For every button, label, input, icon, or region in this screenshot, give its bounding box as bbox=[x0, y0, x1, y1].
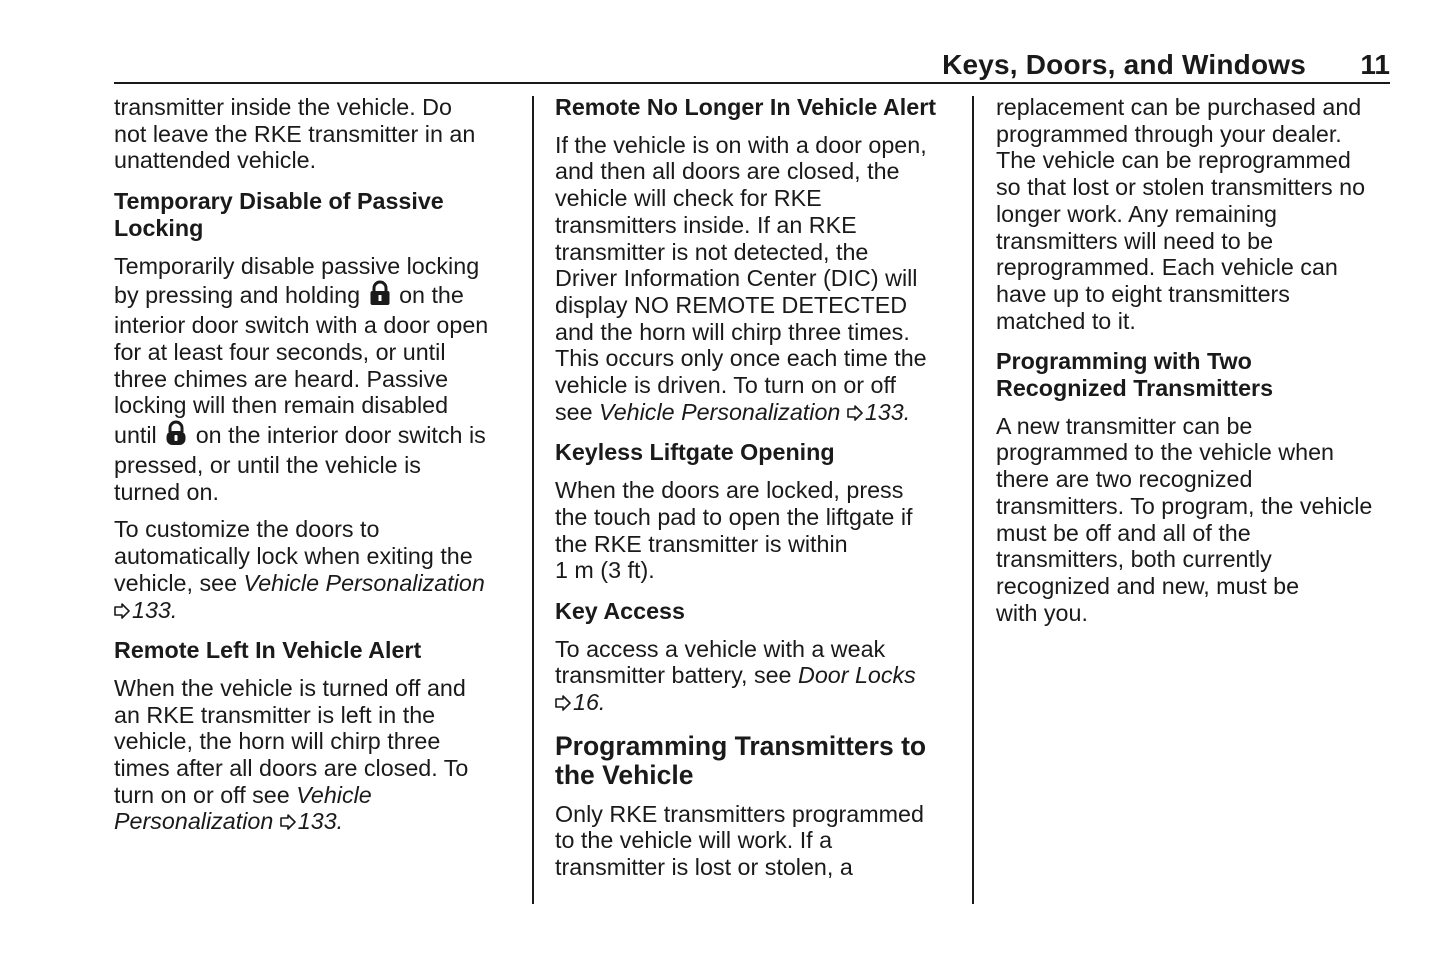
page-reference[interactable]: 133 bbox=[864, 398, 904, 425]
page-reference[interactable]: 133. bbox=[114, 597, 514, 624]
body-line: automatically lock when exiting the bbox=[114, 543, 473, 570]
column-divider bbox=[532, 96, 534, 904]
body-line: so that lost or stolen transmitters no bbox=[996, 174, 1366, 201]
body-line: programmed through your dealer. bbox=[996, 120, 1342, 147]
body-line: transmitters inside. If an RKE bbox=[555, 211, 857, 238]
body-line: interior door switch with a door open bbox=[114, 312, 489, 339]
heading-key-access: Key Access bbox=[555, 597, 685, 624]
body-line: must be off and all of the bbox=[996, 519, 1251, 546]
body-line: matched to it. bbox=[996, 307, 1136, 334]
column-2 bbox=[555, 94, 955, 881]
body-line: transmitters. To program, the vehicle bbox=[996, 492, 1373, 519]
cross-reference-link[interactable]: Vehicle Personalization bbox=[599, 398, 841, 425]
column-1 bbox=[114, 94, 514, 835]
body-line: reprogrammed. Each vehicle can bbox=[996, 254, 1338, 281]
body-line: pressed, or until the vehicle is bbox=[114, 452, 421, 479]
body-line: transmitters, both currently bbox=[996, 546, 1272, 573]
body-line: the RKE transmitter is within bbox=[555, 530, 848, 557]
cross-reference-link[interactable]: Personalization bbox=[114, 808, 274, 835]
body-line: see Vehicle Personalization 133. bbox=[555, 398, 911, 425]
body-line: vehicle, the horn will chirp three bbox=[114, 728, 441, 755]
page-reference-arrow-icon bbox=[114, 603, 130, 619]
body-line: The vehicle can be reprogrammed bbox=[996, 147, 1351, 174]
body-line: until on the interior door switch is bbox=[114, 422, 486, 449]
body-line: If the vehicle is on with a door open, bbox=[555, 131, 927, 158]
page-reference[interactable]: 16. bbox=[555, 689, 955, 716]
body-line: To access a vehicle with a weak bbox=[555, 635, 886, 662]
body-line: Only RKE transmitters programmed bbox=[555, 800, 924, 827]
heading-two-recognized: Programming with Two bbox=[996, 348, 1252, 375]
body-line: longer work. Any remaining bbox=[996, 200, 1277, 227]
body-line: to the vehicle will work. If a bbox=[555, 827, 833, 854]
page-reference-arrow-icon bbox=[555, 695, 571, 711]
body-line: recognized and new, must be bbox=[996, 572, 1300, 599]
body-line: vehicle is driven. To turn on or off bbox=[555, 372, 897, 399]
cross-reference-link[interactable]: Vehicle Personalization bbox=[243, 569, 485, 596]
body-line: A new transmitter can be bbox=[996, 412, 1253, 439]
body-line: To customize the doors to bbox=[114, 516, 380, 543]
body-line: display NO REMOTE DETECTED bbox=[555, 291, 908, 318]
page-header bbox=[114, 44, 1390, 84]
body-line: an RKE transmitter is left in the bbox=[114, 701, 436, 728]
page-number: 11 bbox=[1360, 49, 1390, 80]
cross-reference-link[interactable]: Door Locks bbox=[798, 662, 916, 689]
body-line: by pressing and holding on the bbox=[114, 282, 464, 309]
body-line: transmitters will need to be bbox=[996, 227, 1274, 254]
body-line: vehicle, see Vehicle Personalization bbox=[114, 569, 485, 596]
body-line: This occurs only once each time the bbox=[555, 345, 927, 372]
cross-reference-link[interactable]: Vehicle bbox=[296, 781, 372, 808]
body-line: transmitter is lost or stolen, a bbox=[555, 854, 853, 881]
column-divider bbox=[972, 96, 974, 904]
heading-keyless-liftgate: Keyless Liftgate Opening bbox=[555, 439, 835, 466]
heading-remote-left: Remote Left In Vehicle Alert bbox=[114, 637, 422, 664]
body-line: replacement can be purchased and bbox=[996, 94, 1362, 120]
page-reference[interactable]: 133 bbox=[297, 808, 337, 835]
body-line: 1 m (3 ft). bbox=[555, 557, 655, 584]
body-line: there are two recognized bbox=[996, 466, 1253, 493]
body-line: for at least four seconds, or until bbox=[114, 338, 446, 365]
heading-programming-transmitters: Programming Transmitters to bbox=[555, 730, 927, 761]
body-line: When the doors are locked, press bbox=[555, 477, 904, 504]
body-line: transmitter battery, see Door Locks bbox=[555, 662, 916, 689]
heading-two-recognized: Recognized Transmitters bbox=[996, 375, 1274, 402]
body-line: vehicle will check for RKE bbox=[555, 185, 822, 212]
body-line: transmitter is not detected, the bbox=[555, 238, 869, 265]
heading-temporary-disable: Locking bbox=[114, 214, 204, 241]
section-title: Keys, Doors, and Windows bbox=[942, 49, 1306, 80]
heading-remote-no-longer: Remote No Longer In Vehicle Alert bbox=[555, 94, 937, 120]
page-reference-arrow-icon bbox=[847, 405, 863, 421]
body-line: and then all doors are closed, the bbox=[555, 158, 900, 185]
column-3 bbox=[996, 94, 1396, 626]
body-line: programmed to the vehicle when bbox=[996, 439, 1334, 466]
body-line: the touch pad to open the liftgate if bbox=[555, 503, 913, 530]
body-line: Driver Information Center (DIC) will bbox=[555, 265, 918, 292]
body-line: turn on or off see Vehicle bbox=[114, 781, 372, 808]
body-line: Temporarily disable passive locking bbox=[114, 252, 480, 279]
body-line: and the horn will chirp three times. bbox=[555, 318, 910, 345]
body-line: transmitter inside the vehicle. Do bbox=[114, 94, 452, 120]
body-line: not leave the RKE transmitter in an bbox=[114, 120, 476, 147]
body-line: three chimes are heard. Passive bbox=[114, 365, 449, 392]
lock-rounded-icon bbox=[165, 420, 187, 446]
body-line: have up to eight transmitters bbox=[996, 280, 1290, 307]
lock-closed-icon bbox=[369, 280, 391, 306]
body-line: times after all doors are closed. To bbox=[114, 755, 469, 782]
page-reference-arrow-icon bbox=[280, 814, 296, 830]
body-line: with you. bbox=[996, 599, 1088, 626]
heading-temporary-disable: Temporary Disable of Passive bbox=[114, 188, 444, 215]
body-line: When the vehicle is turned off and bbox=[114, 674, 466, 701]
body-line: turned on. bbox=[114, 478, 219, 505]
body-line: Personalization 133. bbox=[114, 808, 344, 835]
body-line: unattended vehicle. bbox=[114, 147, 317, 174]
heading-programming-transmitters: the Vehicle bbox=[555, 760, 694, 791]
body-line: locking will then remain disabled bbox=[114, 392, 449, 419]
